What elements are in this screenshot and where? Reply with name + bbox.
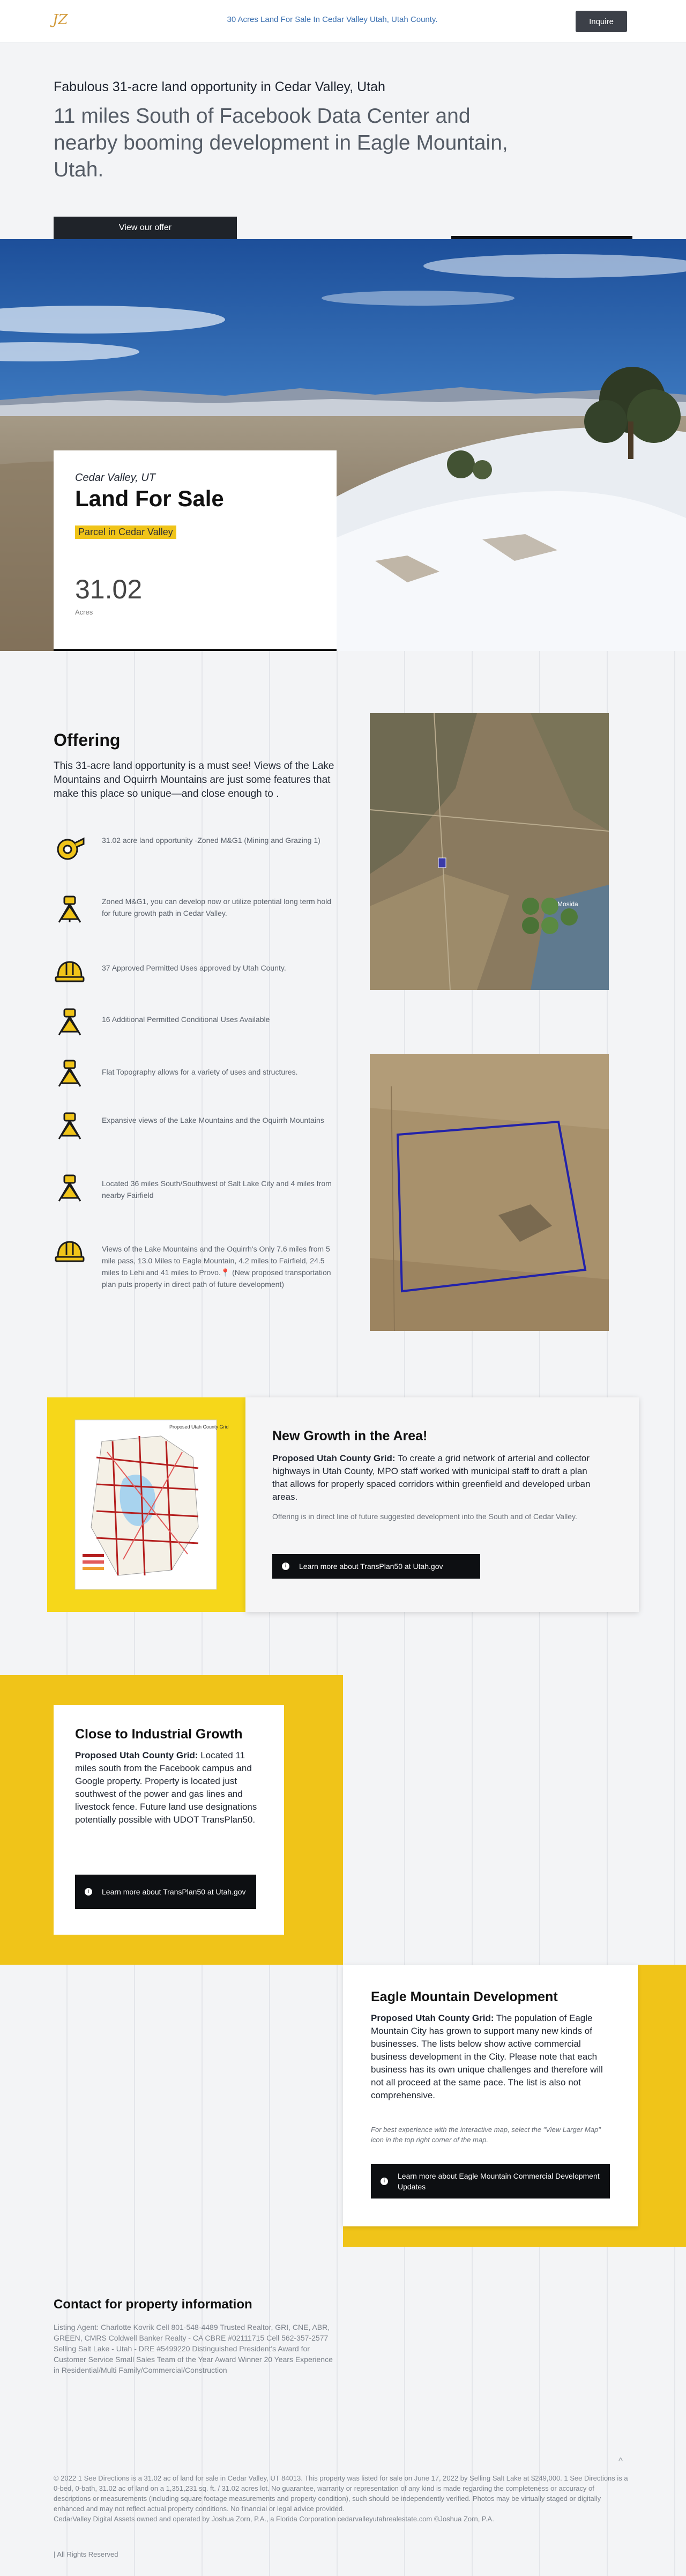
legal-disclaimer — [54, 2473, 632, 2524]
industrial-button-label: Learn more about TransPlan50 at Utah.gov — [102, 1887, 246, 1896]
feature-text: Flat Topography allows for a variety of uses and structures. — [102, 1068, 298, 1076]
new-growth-note: Offering is in direct line of future suggested development into the South and of Cedar Valley. — [272, 1512, 577, 1521]
transplan50-button[interactable] — [272, 1554, 480, 1579]
feature-text: 31.02 acre land opportunity -Zoned M&G1 (Mining and Grazing 1) — [102, 836, 320, 845]
acres-label: Acres — [75, 608, 93, 616]
contact-title: Contact for property information — [54, 2297, 252, 2312]
map-caption: Proposed Utah County Grid — [169, 1424, 229, 1430]
industrial-title: Close to Industrial Growth — [75, 1727, 243, 1742]
feature-text: Views of the Lake Mountains and the Oquirrh's Only 7.6 miles from 5 mile pass, 13.0 Miles to Eagle Mountain, 4.2 miles to Fairfield, 24.5 miles to Lehi and 41 miles to Provo.📍 (New proposed transportation plan puts property in direct path of future development) — [102, 1245, 331, 1289]
eagle-mountain-button[interactable] — [371, 2164, 610, 2199]
contact-body: Listing Agent: Charlotte Kovrik Cell 801-548-4489 Trusted Realtor, GRI, CNE, ABR, GREEN, CMRS Coldwell Banker Realty - CA CBRE #02111715 Cell 562-357-2577 Selling Salt Lake - Utah - DRE #5499220 Distinguished President's Award for Customer Service Small Sales Team of the Year Award Winner 20 Years Experience in Residential/Multi Family/Commercial/Construction — [54, 2323, 333, 2374]
hard-hat-icon — [54, 1235, 86, 1268]
info-icon: i — [85, 1888, 92, 1896]
parcel-tag: Parcel in Cedar Valley — [75, 525, 176, 539]
new-growth-body — [272, 1452, 599, 1504]
eagle-body-lead: Proposed Utah County Grid: — [371, 2013, 494, 2023]
parcel-aerial-map[interactable] — [370, 1054, 609, 1331]
transplan50-button-label: Learn more about TransPlan50 at Utah.gov — [299, 1562, 443, 1571]
eagle-body-text: The population of Eagle Mountain City has grown to support many new kinds of businesses. The lists below show active commercial business development in the City. Please note that each business has its own unique challenges and therefore will not all proceed at the same pace. The list is also not comprehensive. — [371, 2013, 603, 2100]
feature-text: 37 Approved Permitted Uses approved by Utah County. — [102, 964, 286, 972]
survey-tripod-icon — [54, 1110, 86, 1142]
view-offer-button[interactable]: View our offer — [54, 217, 237, 239]
hard-hat-icon — [54, 956, 86, 988]
intro-subtitle: Fabulous 31-acre land opportunity in Cedar Valley, Utah — [54, 79, 385, 94]
feature-text: Located 36 miles South/Southwest of Salt Lake City and 4 miles from nearby Fairfield — [102, 1179, 332, 1200]
industrial-body-text: Located 11 miles south from the Facebook campus and Google property. Property is located just southwest of the power and gas lines and livestock fence. Future land use designations potentially possible with UDOT TransPlan50. — [75, 1750, 257, 1825]
header-title-link[interactable]: 30 Acres Land For Sale In Cedar Valley Utah, Utah County. — [227, 15, 438, 24]
survey-tripod-icon — [54, 1172, 86, 1204]
offering-intro: This 31-acre land opportunity is a must see! Views of the Lake Mountains and Oquirrh Mountains are just some features that make this place so unique—and close enough to . — [54, 760, 334, 800]
survey-tripod-icon — [54, 1057, 86, 1090]
site-header — [0, 0, 686, 43]
new-growth-title: New Growth in the Area! — [272, 1428, 428, 1444]
map-label-mosida: Mosida — [557, 900, 578, 908]
industrial-body-lead: Proposed Utah County Grid: — [75, 1750, 198, 1760]
eagle-title: Eagle Mountain Development — [371, 1989, 558, 2004]
hero-info-card — [54, 450, 337, 651]
rights-reserved: | All Rights Reserved — [54, 2550, 118, 2558]
eagle-button-label: Learn more about Eagle Mountain Commercial Development Updates — [398, 2172, 600, 2191]
feature-text: 16 Additional Permitted Conditional Uses Available — [102, 1015, 270, 1024]
industrial-transplan50-button[interactable] — [75, 1875, 256, 1909]
industrial-body — [75, 1749, 257, 1826]
survey-tripod-icon — [54, 1006, 86, 1038]
new-growth-body-text: To create a grid network of arterial and collector highways in Utah County, MPO staff worked with municipal staff to draft a plan that allows for properly spaced corridors within greenfield and developed urban areas. — [272, 1453, 591, 1502]
hero-title: Land For Sale — [75, 486, 224, 511]
tape-measure-icon — [54, 832, 86, 864]
acres-value: 31.02 — [75, 574, 143, 604]
legal-text: © 2022 1 See Directions is a 31.02 ac of land for sale in Cedar Valley, UT 84013. This property was listed for sale on June 17, 2022 by Selling Salt Lake at $249,000. 1 See Directions is a 0-bed, 0-bath, 31.02 ac of land on a 1,351,231 sq. ft. / 31.02 acres lot. No guarantee, warranty or representation of any kind is made regarding the completeness or accuracy of descriptions or measurements (including square footage measurements and property condition), such should be independently verified. Photos may be virtually staged or digitally enhanced and may not reflect actual property conditions. No financial or legal advice provided. — [54, 2474, 628, 2513]
scroll-up-icon[interactable]: ^ — [618, 2456, 623, 2467]
legal-operator: CedarValley Digital Assets owned and operated by Joshua Zorn, P.A., a Florida Corporation cedarvalleyutahrealestate.com ©Joshua Zorn, P.A. — [54, 2515, 494, 2523]
intro-title: 11 miles South of Facebook Data Center and nearby booming development in Eagle Mountain, Utah. — [54, 105, 508, 181]
utah-county-grid-map — [75, 1420, 229, 1589]
eagle-note: For best experience with the interactive map, select the "View Larger Map" icon in the top right corner of the map. — [371, 2126, 601, 2144]
satellite-map-area[interactable] — [370, 713, 609, 990]
info-icon: i — [381, 2178, 388, 2185]
feature-text: Zoned M&G1, you can develop now or utilize potential long term hold for future growth path in Cedar Valley. — [102, 897, 332, 917]
site-logo[interactable]: JZ — [53, 12, 68, 28]
survey-tripod-icon — [54, 893, 86, 926]
eagle-body — [371, 2012, 611, 2102]
feature-text: Expansive views of the Lake Mountains and the Oquirrh Mountains — [102, 1116, 324, 1124]
offering-title: Offering — [54, 730, 121, 750]
info-icon: i — [282, 1563, 289, 1570]
hero-location: Cedar Valley, UT — [75, 472, 156, 484]
new-growth-body-lead: Proposed Utah County Grid: — [272, 1453, 396, 1463]
inquire-button[interactable]: Inquire — [576, 11, 627, 32]
